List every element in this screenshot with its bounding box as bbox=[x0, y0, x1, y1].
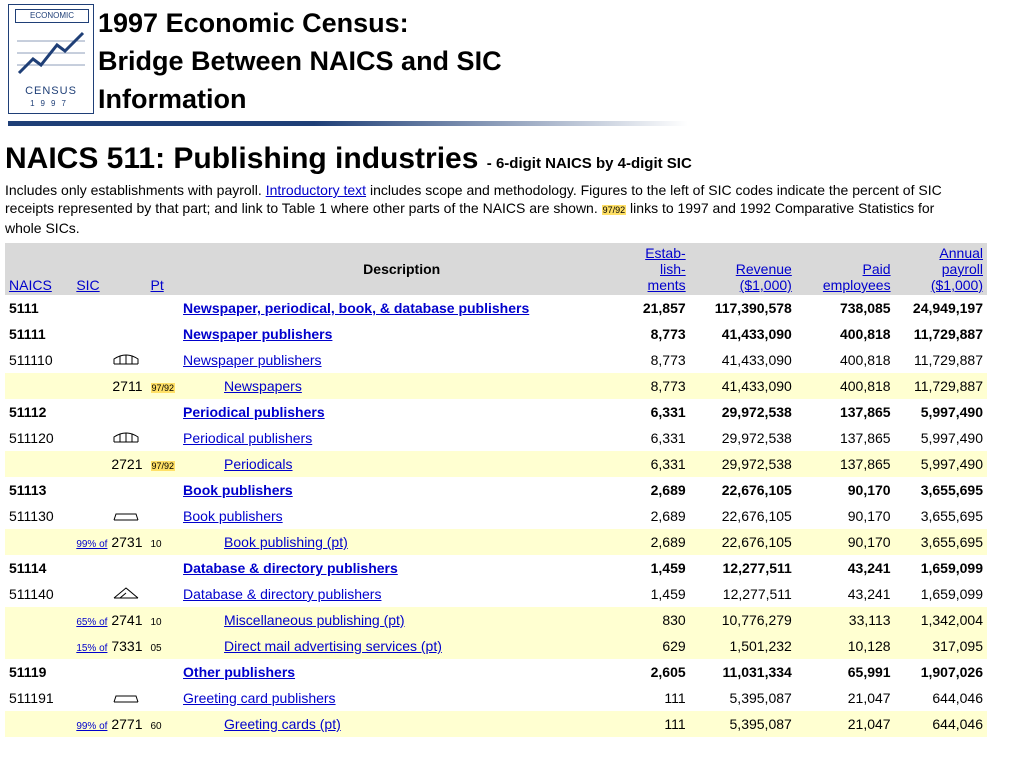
naics-cell bbox=[5, 373, 72, 399]
description-link[interactable]: Book publishing (pt) bbox=[224, 534, 348, 550]
census-logo bbox=[8, 4, 94, 114]
paid-cell bbox=[796, 555, 895, 581]
description-link[interactable]: Periodical publishers bbox=[183, 404, 325, 420]
estab-cell bbox=[624, 477, 689, 503]
description-link[interactable]: Other publishers bbox=[183, 664, 296, 680]
table-row bbox=[5, 503, 987, 529]
paid-employees-value: 137,865 bbox=[839, 404, 891, 420]
revenue-cell bbox=[690, 659, 796, 685]
intro-post: includes scope and methodology. Figures to the left of SIC codes indicate the percent of SIC receipts represented by that part; and link to Table 1 where other parts of the NAICS are shown. bbox=[5, 182, 942, 216]
payroll-value: 1,907,026 bbox=[920, 664, 983, 680]
payroll-cell bbox=[895, 451, 987, 477]
payroll-cell bbox=[895, 425, 987, 451]
establishments-value: 8,773 bbox=[650, 326, 686, 342]
description-cell bbox=[179, 529, 624, 555]
payroll-value: 1,659,099 bbox=[920, 586, 983, 602]
payroll-cell bbox=[895, 295, 987, 321]
sic-cell bbox=[72, 425, 179, 451]
establishments-value: 1,459 bbox=[650, 586, 686, 602]
table-row bbox=[5, 607, 987, 633]
description-cell bbox=[179, 295, 624, 321]
paid-employees-value: 43,241 bbox=[847, 586, 891, 602]
table-row bbox=[5, 581, 987, 607]
sic-cell bbox=[72, 477, 146, 503]
table-row bbox=[5, 529, 987, 555]
sic-cell bbox=[72, 581, 179, 607]
part-code: 10 bbox=[150, 617, 162, 628]
description-cell bbox=[179, 347, 624, 373]
payroll-cell bbox=[895, 529, 987, 555]
naics-cell bbox=[5, 529, 72, 555]
logo-year: 1997 bbox=[30, 99, 72, 108]
revenue-value: 29,972,538 bbox=[721, 430, 792, 446]
title-line-1: 1997 Economic Census: bbox=[98, 8, 409, 38]
section-heading: NAICS 511: Publishing industries bbox=[5, 142, 479, 175]
revenue-value: 11,031,334 bbox=[722, 664, 792, 680]
paid-employees-value: 400,818 bbox=[839, 378, 891, 394]
establishments-value: 2,605 bbox=[650, 664, 686, 680]
intro-end: links to 1997 and 1992 Comparative Statistics for whole SICs. bbox=[5, 200, 935, 236]
description-link[interactable]: Newspaper publishers bbox=[183, 352, 322, 368]
intro-text bbox=[5, 181, 965, 237]
sic-cell bbox=[72, 555, 146, 581]
table-row bbox=[5, 711, 987, 737]
naics-cell bbox=[5, 711, 72, 737]
payroll-cell bbox=[895, 711, 987, 737]
sic-cell bbox=[72, 685, 179, 711]
pt-cell bbox=[147, 451, 180, 477]
estab-cell bbox=[624, 295, 689, 321]
revenue-value: 22,676,105 bbox=[721, 534, 792, 550]
description-cell bbox=[179, 607, 624, 633]
revenue-cell bbox=[690, 373, 796, 399]
payroll-cell bbox=[895, 659, 987, 685]
revenue-cell bbox=[690, 633, 796, 659]
establishments-value: 111 bbox=[664, 716, 686, 732]
sic-cell bbox=[72, 503, 179, 529]
bridge-icon bbox=[112, 431, 140, 447]
pt-sort-link[interactable]: Pt bbox=[150, 277, 164, 293]
paid-employees-value: 10,128 bbox=[847, 638, 891, 654]
section-title bbox=[5, 142, 692, 176]
naics-cell bbox=[5, 581, 72, 607]
revenue-cell bbox=[690, 477, 796, 503]
naics-code: 511140 bbox=[9, 586, 54, 602]
description-link[interactable]: Book publishers bbox=[183, 482, 293, 498]
pt-cell bbox=[147, 295, 180, 321]
revenue-value: 10,776,279 bbox=[721, 612, 792, 628]
sic-sort-link[interactable]: SIC bbox=[76, 277, 100, 293]
paid-employees-value: 21,047 bbox=[847, 716, 891, 732]
revenue-value: 117,390,578 bbox=[714, 300, 792, 316]
pt-cell bbox=[147, 633, 180, 659]
payroll-cell bbox=[895, 633, 987, 659]
paid-employees-value: 137,865 bbox=[839, 456, 891, 472]
sic-code: 2711 bbox=[112, 378, 143, 394]
payroll-value: 3,655,695 bbox=[920, 508, 983, 524]
paid-employees-value: 738,085 bbox=[839, 300, 891, 316]
payroll-cell bbox=[895, 555, 987, 581]
sic-code: 7331 bbox=[111, 638, 143, 654]
paid-cell bbox=[796, 321, 895, 347]
paid-cell bbox=[796, 659, 895, 685]
table-row bbox=[5, 451, 987, 477]
part-code: 05 bbox=[150, 643, 162, 654]
bridge-icon bbox=[112, 353, 140, 369]
establishments-value: 111 bbox=[664, 690, 686, 706]
naics-code: 51114 bbox=[9, 560, 47, 576]
estab-cell bbox=[624, 633, 689, 659]
title-line-3: Information bbox=[98, 84, 247, 114]
pt-cell bbox=[147, 555, 180, 581]
description-link[interactable]: Direct mail advertising services (pt) bbox=[224, 638, 442, 654]
revenue-value: 5,395,087 bbox=[729, 690, 792, 706]
description-cell bbox=[179, 581, 624, 607]
percent-of-link[interactable]: 99% of bbox=[76, 721, 108, 732]
estab-cell bbox=[624, 451, 689, 477]
bridge-icon bbox=[112, 691, 140, 707]
section-subtitle-sep: - bbox=[486, 155, 496, 172]
naics-sort-link[interactable]: NAICS bbox=[9, 277, 52, 293]
table-row bbox=[5, 321, 987, 347]
description-link[interactable]: Newspapers bbox=[224, 378, 302, 394]
payroll-cell bbox=[895, 685, 987, 711]
chart-line-icon bbox=[17, 29, 85, 77]
sic-code: 2771 bbox=[111, 716, 143, 732]
revenue-cell bbox=[690, 607, 796, 633]
payroll-value: 317,095 bbox=[932, 638, 983, 654]
sic-cell bbox=[72, 451, 146, 477]
part-code: 10 bbox=[150, 539, 162, 550]
establishments-value: 8,773 bbox=[650, 352, 686, 368]
percent-of-link[interactable]: 15% of bbox=[76, 643, 108, 654]
naics-cell bbox=[5, 321, 72, 347]
payroll-cell bbox=[895, 399, 987, 425]
naics-cell bbox=[5, 607, 72, 633]
bridge-icon bbox=[112, 587, 140, 603]
naics-cell bbox=[5, 347, 72, 373]
establishments-value: 21,857 bbox=[642, 300, 686, 316]
paid-cell bbox=[796, 295, 895, 321]
paid-cell bbox=[796, 581, 895, 607]
percent-of-link[interactable]: 65% of bbox=[76, 617, 108, 628]
bridge-icon bbox=[112, 509, 140, 525]
paid-employees-value: 90,170 bbox=[847, 482, 891, 498]
paid-employees-value: 400,818 bbox=[839, 352, 891, 368]
description-header: Description bbox=[179, 243, 624, 295]
payroll-cell bbox=[895, 321, 987, 347]
paid-cell bbox=[796, 477, 895, 503]
sic-cell bbox=[72, 633, 146, 659]
payroll-value: 11,729,887 bbox=[913, 378, 983, 394]
table-row bbox=[5, 347, 987, 373]
description-cell bbox=[179, 477, 624, 503]
description-cell bbox=[179, 321, 624, 347]
description-cell bbox=[179, 399, 624, 425]
payroll-value: 5,997,490 bbox=[920, 456, 983, 472]
naics-cell bbox=[5, 295, 72, 321]
table-row bbox=[5, 295, 987, 321]
intro-pre: Includes only establishments with payroll. bbox=[5, 182, 266, 198]
table-row bbox=[5, 425, 987, 451]
establishments-value: 2,689 bbox=[650, 508, 686, 524]
sic-cell bbox=[72, 321, 146, 347]
description-link[interactable]: Newspaper, periodical, book, & database publishers bbox=[183, 300, 530, 316]
establishments-value: 6,331 bbox=[650, 404, 686, 420]
naics-cell bbox=[5, 633, 72, 659]
pt-cell bbox=[147, 711, 180, 737]
description-link[interactable]: Database & directory publishers bbox=[183, 560, 398, 576]
pt-cell bbox=[147, 607, 180, 633]
description-cell bbox=[179, 451, 624, 477]
description-link[interactable]: Greeting card publishers bbox=[183, 690, 336, 706]
sic-cell bbox=[72, 529, 146, 555]
naics-code: 511130 bbox=[9, 508, 54, 524]
table-row bbox=[5, 373, 987, 399]
establishments-value: 629 bbox=[662, 638, 686, 654]
estab-cell bbox=[624, 347, 689, 373]
description-cell bbox=[179, 373, 624, 399]
estab-cell bbox=[624, 711, 689, 737]
page-title bbox=[98, 4, 502, 118]
payroll-value: 5,997,490 bbox=[920, 430, 983, 446]
establishments-value: 6,331 bbox=[650, 456, 686, 472]
table-row bbox=[5, 477, 987, 503]
establishments-value: 1,459 bbox=[650, 560, 686, 576]
revenue-cell bbox=[690, 581, 796, 607]
establishments-link[interactable]: Estab- lish- ments bbox=[645, 245, 686, 293]
table-row bbox=[5, 633, 987, 659]
revenue-value: 41,433,090 bbox=[721, 326, 792, 342]
logo-top-text: ECONOMIC bbox=[15, 9, 89, 23]
sic-code: 2721 bbox=[111, 456, 143, 472]
paid-cell bbox=[796, 425, 895, 451]
sic-cell bbox=[72, 711, 146, 737]
payroll-value: 1,659,099 bbox=[920, 560, 983, 576]
estab-cell bbox=[624, 581, 689, 607]
naics-code: 5111 bbox=[9, 300, 39, 316]
payroll-value: 1,342,004 bbox=[920, 612, 983, 628]
paid-employees-link[interactable]: Paid employees bbox=[822, 261, 891, 293]
pt-cell bbox=[147, 529, 180, 555]
sic-cell bbox=[72, 607, 146, 633]
description-cell bbox=[179, 555, 624, 581]
paid-employees-value: 43,241 bbox=[847, 560, 891, 576]
description-link[interactable]: Miscellaneous publishing (pt) bbox=[224, 612, 405, 628]
revenue-cell bbox=[690, 529, 796, 555]
description-link[interactable]: Periodical publishers bbox=[183, 430, 313, 446]
paid-employees-value: 65,991 bbox=[847, 664, 891, 680]
naics-cell bbox=[5, 425, 72, 451]
naics-code: 511110 bbox=[9, 352, 53, 368]
estab-cell bbox=[624, 659, 689, 685]
pt-cell bbox=[147, 373, 180, 399]
revenue-value: 41,433,090 bbox=[721, 378, 792, 394]
revenue-cell bbox=[690, 399, 796, 425]
estab-cell bbox=[624, 373, 689, 399]
naics-code: 51112 bbox=[9, 404, 47, 420]
description-cell bbox=[179, 685, 624, 711]
paid-cell bbox=[796, 451, 895, 477]
naics-cell bbox=[5, 477, 72, 503]
estab-cell bbox=[624, 529, 689, 555]
revenue-value: 12,277,511 bbox=[722, 560, 792, 576]
payroll-value: 11,729,887 bbox=[913, 326, 983, 342]
paid-employees-value: 90,170 bbox=[847, 508, 891, 524]
description-cell bbox=[179, 659, 624, 685]
revenue-cell bbox=[690, 685, 796, 711]
paid-cell bbox=[796, 685, 895, 711]
pt-cell bbox=[147, 399, 180, 425]
paid-cell bbox=[796, 607, 895, 633]
estab-cell bbox=[624, 399, 689, 425]
estab-cell bbox=[624, 321, 689, 347]
sic-cell bbox=[72, 347, 179, 373]
bridge-table bbox=[5, 243, 987, 737]
revenue-cell bbox=[690, 503, 796, 529]
payroll-value: 24,949,197 bbox=[912, 300, 983, 316]
payroll-cell bbox=[895, 503, 987, 529]
naics-code: 511191 bbox=[9, 690, 54, 706]
sic-cell bbox=[72, 659, 146, 685]
revenue-value: 22,676,105 bbox=[721, 508, 792, 524]
revenue-value: 41,433,090 bbox=[721, 352, 792, 368]
naics-cell bbox=[5, 399, 72, 425]
estab-cell bbox=[624, 685, 689, 711]
description-cell bbox=[179, 633, 624, 659]
comparative-stats-icon[interactable]: 97/92 bbox=[151, 461, 175, 471]
logo-bottom-text: CENSUS bbox=[25, 85, 77, 97]
description-link[interactable]: Book publishers bbox=[183, 508, 283, 524]
revenue-cell bbox=[690, 451, 796, 477]
sic-code: 2741 bbox=[111, 612, 143, 628]
title-line-2: Bridge Between NAICS and SIC bbox=[98, 46, 502, 76]
description-cell bbox=[179, 503, 624, 529]
estab-cell bbox=[624, 425, 689, 451]
sic-cell bbox=[72, 399, 146, 425]
naics-code: 51113 bbox=[9, 482, 47, 498]
description-link[interactable]: Newspaper publishers bbox=[183, 326, 333, 342]
naics-cell bbox=[5, 659, 72, 685]
payroll-cell bbox=[895, 581, 987, 607]
description-cell bbox=[179, 425, 624, 451]
introductory-text-link[interactable]: Introductory text bbox=[265, 182, 367, 198]
naics-code: 51119 bbox=[9, 664, 47, 680]
description-cell bbox=[179, 711, 624, 737]
revenue-cell bbox=[690, 425, 796, 451]
revenue-cell bbox=[690, 295, 796, 321]
paid-employees-value: 137,865 bbox=[839, 430, 891, 446]
pt-cell bbox=[147, 321, 180, 347]
revenue-cell bbox=[690, 347, 796, 373]
percent-of-link[interactable]: 99% of bbox=[76, 539, 108, 550]
revenue-value: 12,277,511 bbox=[722, 586, 792, 602]
description-link[interactable]: Periodicals bbox=[224, 456, 293, 472]
naics-cell bbox=[5, 503, 72, 529]
establishments-value: 830 bbox=[662, 612, 686, 628]
revenue-value: 5,395,087 bbox=[729, 716, 792, 732]
estab-cell bbox=[624, 503, 689, 529]
pt-cell bbox=[147, 477, 180, 503]
revenue-value: 29,972,538 bbox=[721, 404, 792, 420]
section-subtitle: 6-digit NAICS by 4-digit SIC bbox=[495, 155, 692, 172]
naics-cell bbox=[5, 685, 72, 711]
paid-cell bbox=[796, 373, 895, 399]
paid-employees-value: 33,113 bbox=[848, 612, 891, 628]
naics-cell bbox=[5, 451, 72, 477]
estab-cell bbox=[624, 607, 689, 633]
comparative-badge-icon: 97/92 bbox=[602, 205, 626, 215]
estab-cell bbox=[624, 555, 689, 581]
payroll-cell bbox=[895, 373, 987, 399]
paid-cell bbox=[796, 633, 895, 659]
paid-cell bbox=[796, 347, 895, 373]
description-link[interactable]: Greeting cards (pt) bbox=[224, 716, 341, 732]
table-row bbox=[5, 555, 987, 581]
payroll-value: 11,729,887 bbox=[913, 352, 983, 368]
annual-payroll-link[interactable]: Annual payroll ($1,000) bbox=[930, 245, 983, 293]
paid-employees-value: 400,818 bbox=[839, 326, 891, 342]
sic-cell bbox=[72, 373, 146, 399]
revenue-cell bbox=[690, 321, 796, 347]
establishments-value: 6,331 bbox=[650, 430, 686, 446]
naics-code: 51111 bbox=[9, 326, 46, 342]
revenue-value: 1,501,232 bbox=[729, 638, 792, 654]
establishments-value: 2,689 bbox=[650, 482, 686, 498]
revenue-value: 29,972,538 bbox=[721, 456, 792, 472]
establishments-value: 8,773 bbox=[650, 378, 686, 394]
paid-cell bbox=[796, 399, 895, 425]
revenue-link[interactable]: Revenue ($1,000) bbox=[735, 261, 792, 293]
payroll-value: 644,046 bbox=[932, 690, 983, 706]
header-divider bbox=[8, 121, 688, 126]
revenue-value: 22,676,105 bbox=[721, 482, 792, 498]
paid-cell bbox=[796, 529, 895, 555]
comparative-stats-icon[interactable]: 97/92 bbox=[151, 383, 175, 393]
paid-cell bbox=[796, 711, 895, 737]
revenue-cell bbox=[690, 555, 796, 581]
payroll-cell bbox=[895, 477, 987, 503]
description-link[interactable]: Database & directory publishers bbox=[183, 586, 382, 602]
payroll-value: 3,655,695 bbox=[920, 482, 983, 498]
payroll-value: 644,046 bbox=[932, 716, 983, 732]
paid-employees-value: 90,170 bbox=[847, 534, 891, 550]
paid-employees-value: 21,047 bbox=[847, 690, 891, 706]
sic-code: 2731 bbox=[111, 534, 143, 550]
table-row bbox=[5, 659, 987, 685]
table-header-row bbox=[5, 243, 987, 295]
part-code: 60 bbox=[150, 721, 162, 732]
paid-cell bbox=[796, 503, 895, 529]
revenue-cell bbox=[690, 711, 796, 737]
pt-cell bbox=[147, 659, 180, 685]
payroll-value: 3,655,695 bbox=[920, 534, 983, 550]
naics-code: 511120 bbox=[9, 430, 54, 446]
payroll-value: 5,997,490 bbox=[920, 404, 983, 420]
table-row bbox=[5, 685, 987, 711]
sic-cell bbox=[72, 295, 146, 321]
page-header bbox=[8, 4, 1018, 124]
establishments-value: 2,689 bbox=[650, 534, 686, 550]
payroll-cell bbox=[895, 347, 987, 373]
naics-cell bbox=[5, 555, 72, 581]
payroll-cell bbox=[895, 607, 987, 633]
table-row bbox=[5, 399, 987, 425]
